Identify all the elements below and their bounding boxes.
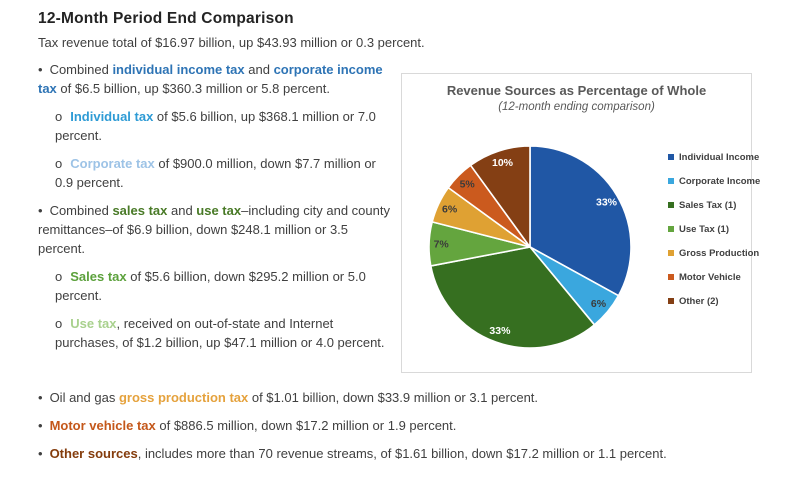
legend-swatch-icon (668, 154, 674, 160)
legend-item (668, 198, 760, 212)
legend-label: Corporate Income (679, 175, 761, 187)
bullet-text: –including city and county remittances–of $6.9 billion, down $248.1 million or 3.5 percent. (38, 203, 390, 256)
bullet-text: , received on out-of-state and Internet purchases, of $1.2 billion, up $47.1 million or 4.0 percent. (55, 316, 385, 350)
other-sources-term: Other sources (49, 446, 138, 461)
subbullet-sales-tax (38, 267, 390, 305)
bullet-sales-use-taxes (38, 201, 390, 258)
summary-column (38, 60, 390, 361)
page-title: 12-Month Period End Comparison (38, 10, 294, 27)
pie-slice-label: 33% (489, 325, 511, 338)
legend-swatch-icon (668, 298, 674, 304)
legend-item (668, 246, 760, 260)
bullet-text: of $886.5 million, down $17.2 million or 1.9 percent. (155, 418, 457, 433)
bullet-text: Combined (49, 62, 113, 77)
sub-bullet-marker: o (55, 269, 63, 284)
sub-bullet-marker: o (55, 156, 63, 171)
bullet-text: of $5.6 billion, up $368.1 million or 7.0 percent. (55, 109, 376, 143)
chart-title: Revenue Sources as Percentage of Whole (446, 83, 707, 98)
use-tax-sub-term: Use tax (70, 316, 117, 331)
bullet-dot: • (38, 446, 43, 461)
bottom-bullets (38, 388, 778, 472)
legend-label: Gross Production (679, 247, 760, 259)
sub-bullet-marker: o (55, 316, 63, 331)
subbullet-individual-tax (38, 107, 390, 145)
individual-income-tax-term: individual income tax (112, 62, 245, 77)
bullet-income-taxes (38, 60, 390, 98)
bullet-other-sources (38, 444, 778, 463)
bullet-dot: • (38, 62, 43, 77)
bullet-text: , includes more than 70 revenue streams, of $1.61 billion, down $17.2 million or 1.1 percent. (137, 446, 667, 461)
bullet-text: of $1.01 billion, down $33.9 million or 3.1 percent. (248, 390, 539, 405)
legend-item (668, 150, 760, 164)
pie-slice-label: 6% (590, 298, 607, 311)
revenue-pie-chart-card (401, 73, 761, 373)
bullet-text: of $900.0 million, down $7.7 million or 0.9 percent. (55, 156, 376, 190)
pie-slice-label: 10% (491, 157, 514, 169)
bullet-dot: • (38, 418, 43, 433)
legend-label: Sales Tax (1) (679, 199, 737, 211)
bullet-text: and (244, 62, 274, 77)
pie-slice-label: 33% (595, 196, 618, 209)
pie-slice-label: 5% (459, 178, 475, 191)
bullet-text: and (167, 203, 197, 218)
bullet-text: Combined (49, 203, 113, 218)
pie-slice-label: 6% (442, 203, 458, 216)
chart-legend (668, 150, 760, 318)
legend-label: Other (2) (679, 295, 719, 307)
bullet-text: of $6.5 billion, up $360.3 million or 5.8 percent. (56, 81, 330, 96)
intro-text: Tax revenue total of $16.97 billion, up $43.93 million or 0.3 percent. (38, 35, 425, 50)
sales-tax-term: sales tax (112, 203, 168, 218)
corporate-income-tax-term: corporate income tax (38, 62, 383, 96)
corporate-tax-term: Corporate tax (70, 156, 155, 171)
motor-vehicle-tax-term: Motor vehicle tax (49, 418, 156, 433)
subbullet-use-tax (38, 314, 390, 352)
legend-swatch-icon (668, 226, 674, 232)
individual-tax-term: Individual tax (70, 109, 154, 124)
legend-swatch-icon (668, 178, 674, 184)
legend-item (668, 294, 760, 308)
legend-label: Motor Vehicle (679, 271, 741, 283)
legend-item (668, 270, 760, 284)
sales-tax-sub-term: Sales tax (70, 269, 127, 284)
bullet-gross-production (38, 388, 778, 407)
bullet-text: of $5.6 billion, down $295.2 million or 5.0 percent. (55, 269, 366, 303)
pie-slice-label: 7% (433, 238, 449, 251)
chart-subtitle: (12-month ending comparison) (498, 101, 655, 113)
legend-label: Individual Income (679, 151, 760, 163)
sub-bullet-marker: o (55, 109, 63, 124)
subbullet-corporate-tax (38, 154, 390, 192)
use-tax-term: use tax (196, 203, 242, 218)
legend-item (668, 174, 760, 188)
bullet-dot: • (38, 390, 43, 405)
legend-item (668, 222, 760, 236)
legend-swatch-icon (668, 202, 674, 208)
legend-swatch-icon (668, 274, 674, 280)
legend-label: Use Tax (1) (679, 223, 729, 235)
legend-swatch-icon (668, 250, 674, 256)
bullet-text: Oil and gas (49, 390, 119, 405)
bullet-motor-vehicle (38, 416, 778, 435)
gross-production-tax-term: gross production tax (118, 390, 249, 405)
bullet-dot: • (38, 203, 43, 218)
